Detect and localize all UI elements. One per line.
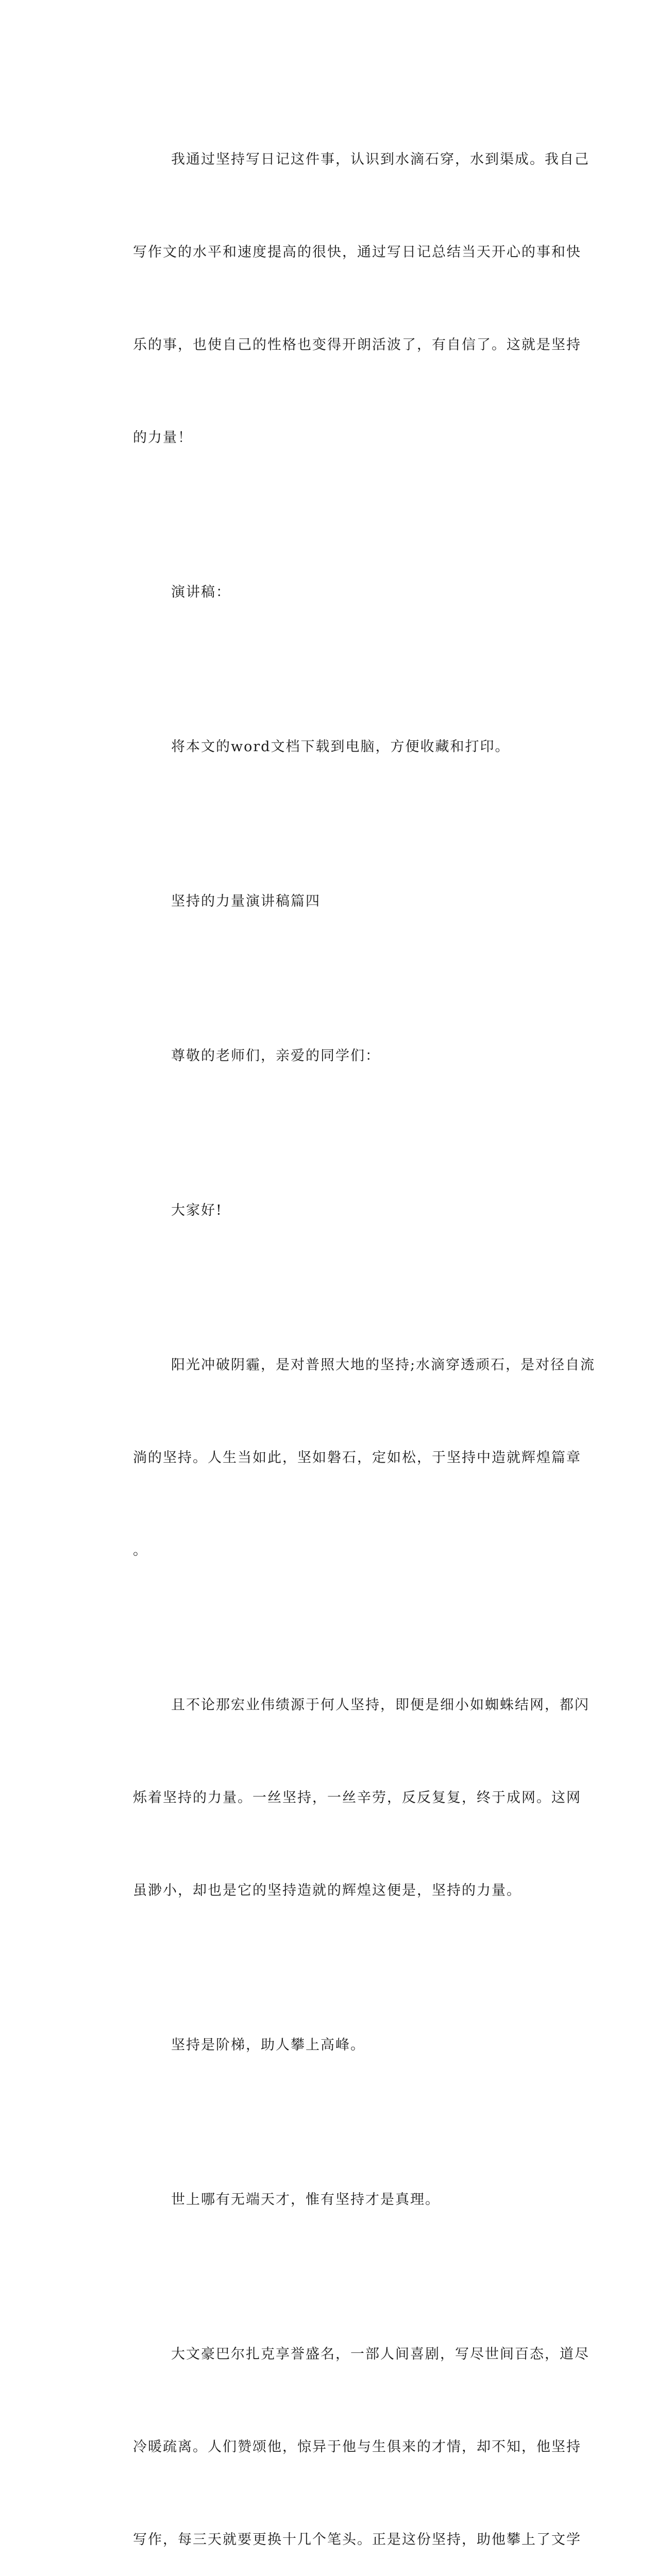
section-heading xyxy=(95,824,543,979)
text-line: 演讲稿： xyxy=(171,584,231,600)
text-line: 大家好! xyxy=(171,1202,223,1218)
paragraph-salutation xyxy=(95,979,543,1133)
paragraph-greeting xyxy=(95,1133,543,1288)
text-line: 世上哪有无端天才，惟有坚持才是真理。 xyxy=(171,2192,440,2208)
paragraph-genius xyxy=(95,2123,543,2277)
text-line: 乐的事，也使自己的性格也变得开朗活波了，有自信了。这就是坚持 xyxy=(133,337,581,353)
paragraph-balzac xyxy=(95,2277,589,2576)
text-line: 坚持是阶梯，助人攀上高峰。 xyxy=(171,2037,365,2053)
text-line: 的力量！ xyxy=(133,430,193,446)
text-line: 淌的坚持。人生当如此，坚如磐石，定如松，于坚持中造就辉煌篇章 xyxy=(133,1450,581,1466)
text-line: 将本文的word文档下载到电脑，方便收藏和打印。 xyxy=(171,739,510,755)
paragraph-sunlight xyxy=(95,1288,596,1628)
text-line: 虽渺小，却也是它的坚持造就的辉煌这便是，坚持的力量。 xyxy=(133,1883,521,1899)
text-line: 。 xyxy=(133,1543,148,1558)
text-line: 坚持的力量演讲稿篇四 xyxy=(171,893,321,909)
text-line: 写作文的水平和速度提高的很快，通过写日记总结当天开心的事和快 xyxy=(133,244,581,260)
paragraph-speech-label xyxy=(95,515,543,670)
document-body xyxy=(95,82,596,2576)
text-line: 大文豪巴尔扎克享誉盛名，一部人间喜剧，写尽世间百态，道尽 xyxy=(171,2346,589,2362)
text-line: 尊敬的老师们，亲爱的同学们： xyxy=(171,1048,380,1064)
paragraph-download-note xyxy=(95,670,543,824)
text-line: 阳光冲破阴霾，是对普照大地的坚持;水滴穿透顽石，是对径自流 xyxy=(171,1357,596,1373)
paragraph-ladder xyxy=(95,1968,543,2123)
text-line: 烁着坚持的力量。一丝坚持，一丝辛劳，反反复复，终于成网。这网 xyxy=(133,1790,581,1806)
text-line: 写作，每三天就要更换十几个笔头。正是这份坚持，助他攀上了文学 xyxy=(133,2532,581,2548)
text-line: 且不论那宏业伟绩源于何人坚持，即便是细小如蜘蛛结网，都闪 xyxy=(171,1697,589,1713)
text-line: 我通过坚持写日记这件事，认识到水滴石穿，水到渠成。我自己 xyxy=(171,151,589,167)
text-line: 冷暖疏离。人们赞颂他，惊异于他与生俱来的才情，却不知，他坚持 xyxy=(133,2439,581,2455)
paragraph-diary-persistence xyxy=(95,82,589,515)
paragraph-spider-web xyxy=(95,1628,589,1968)
